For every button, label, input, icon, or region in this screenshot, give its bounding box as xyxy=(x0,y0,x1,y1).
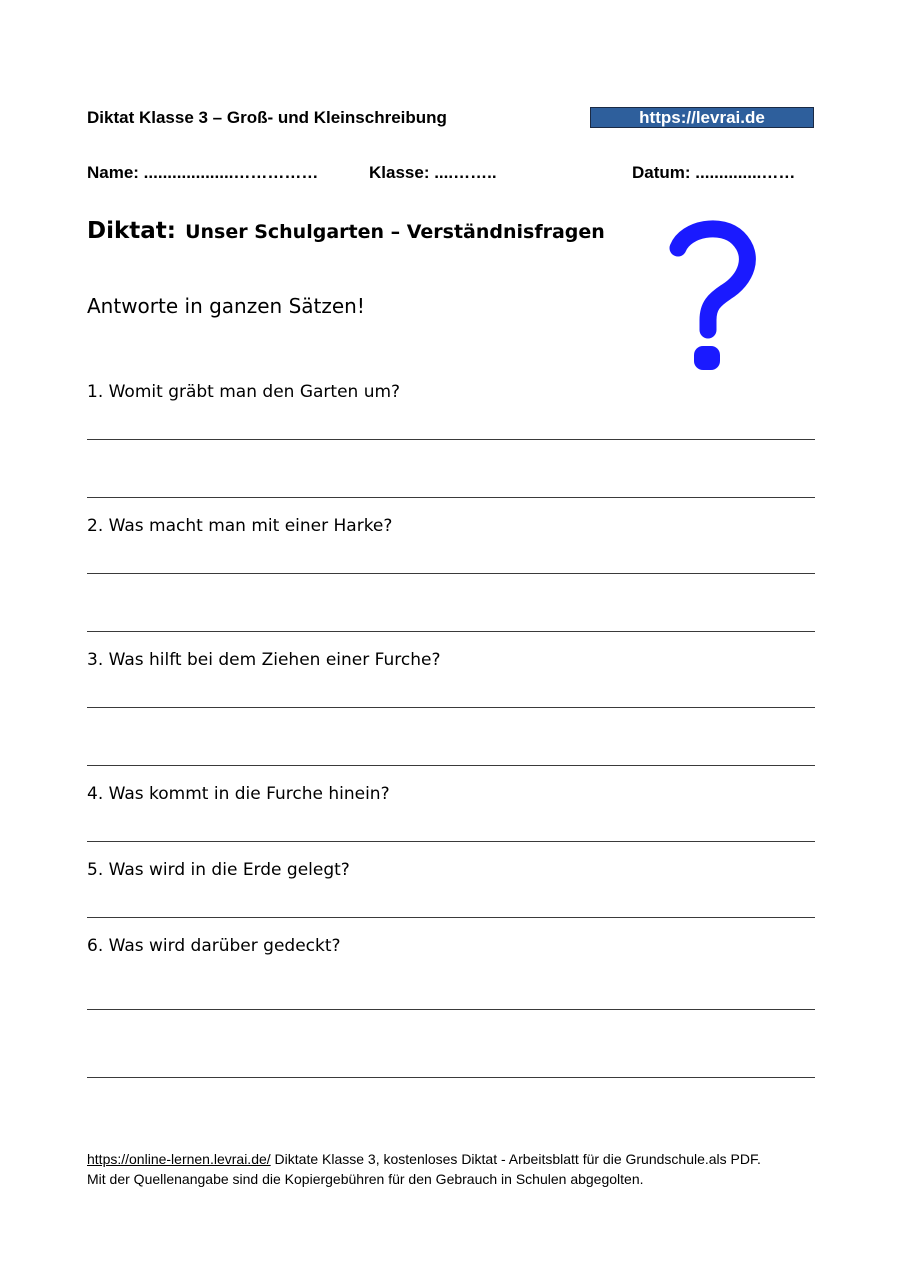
question-6: 6. Was wird darüber gedeckt? xyxy=(87,936,341,956)
question-2: 2. Was macht man mit einer Harke? xyxy=(87,516,393,536)
footer-line-1-text: Diktate Klasse 3, kostenloses Diktat - Arbeitsblatt für die Grundschule.als PDF. xyxy=(270,1151,761,1167)
site-badge[interactable]: https://levrai.de xyxy=(590,107,814,128)
page-title xyxy=(87,218,605,244)
answer-line xyxy=(87,841,815,842)
question-mark-icon xyxy=(664,220,756,375)
question-3: 3. Was hilft bei dem Ziehen einer Furche? xyxy=(87,650,441,670)
instruction-text: Antworte in ganzen Sätzen! xyxy=(87,294,365,318)
footer-line-1 xyxy=(87,1151,761,1167)
answer-line xyxy=(87,917,815,918)
question-5: 5. Was wird in die Erde gelegt? xyxy=(87,860,350,880)
title-rest: Unser Schulgarten – Verständnisfragen xyxy=(185,221,605,243)
name-field: Name: ...................…………… xyxy=(87,163,319,182)
datum-field: Datum: ..............…… xyxy=(632,163,796,182)
answer-line xyxy=(87,631,815,632)
footer-link[interactable]: https://online-lernen.levrai.de/ xyxy=(87,1151,271,1167)
footer-line-2: Mit der Quellenangabe sind die Kopiergebühren für den Gebrauch in Schulen abgegolten. xyxy=(87,1171,644,1187)
answer-line xyxy=(87,707,815,708)
klasse-field: Klasse: ....…….. xyxy=(369,163,497,182)
question-1: 1. Womit gräbt man den Garten um? xyxy=(87,382,401,402)
answer-line xyxy=(87,497,815,498)
title-lead: Diktat: xyxy=(87,218,176,244)
answer-line xyxy=(87,439,815,440)
answer-line xyxy=(87,573,815,574)
answer-line xyxy=(87,1077,815,1078)
question-4: 4. Was kommt in die Furche hinein? xyxy=(87,784,390,804)
answer-line xyxy=(87,765,815,766)
worksheet-header-title: Diktat Klasse 3 – Groß- und Kleinschreibung xyxy=(87,108,447,127)
answer-line xyxy=(87,1009,815,1010)
